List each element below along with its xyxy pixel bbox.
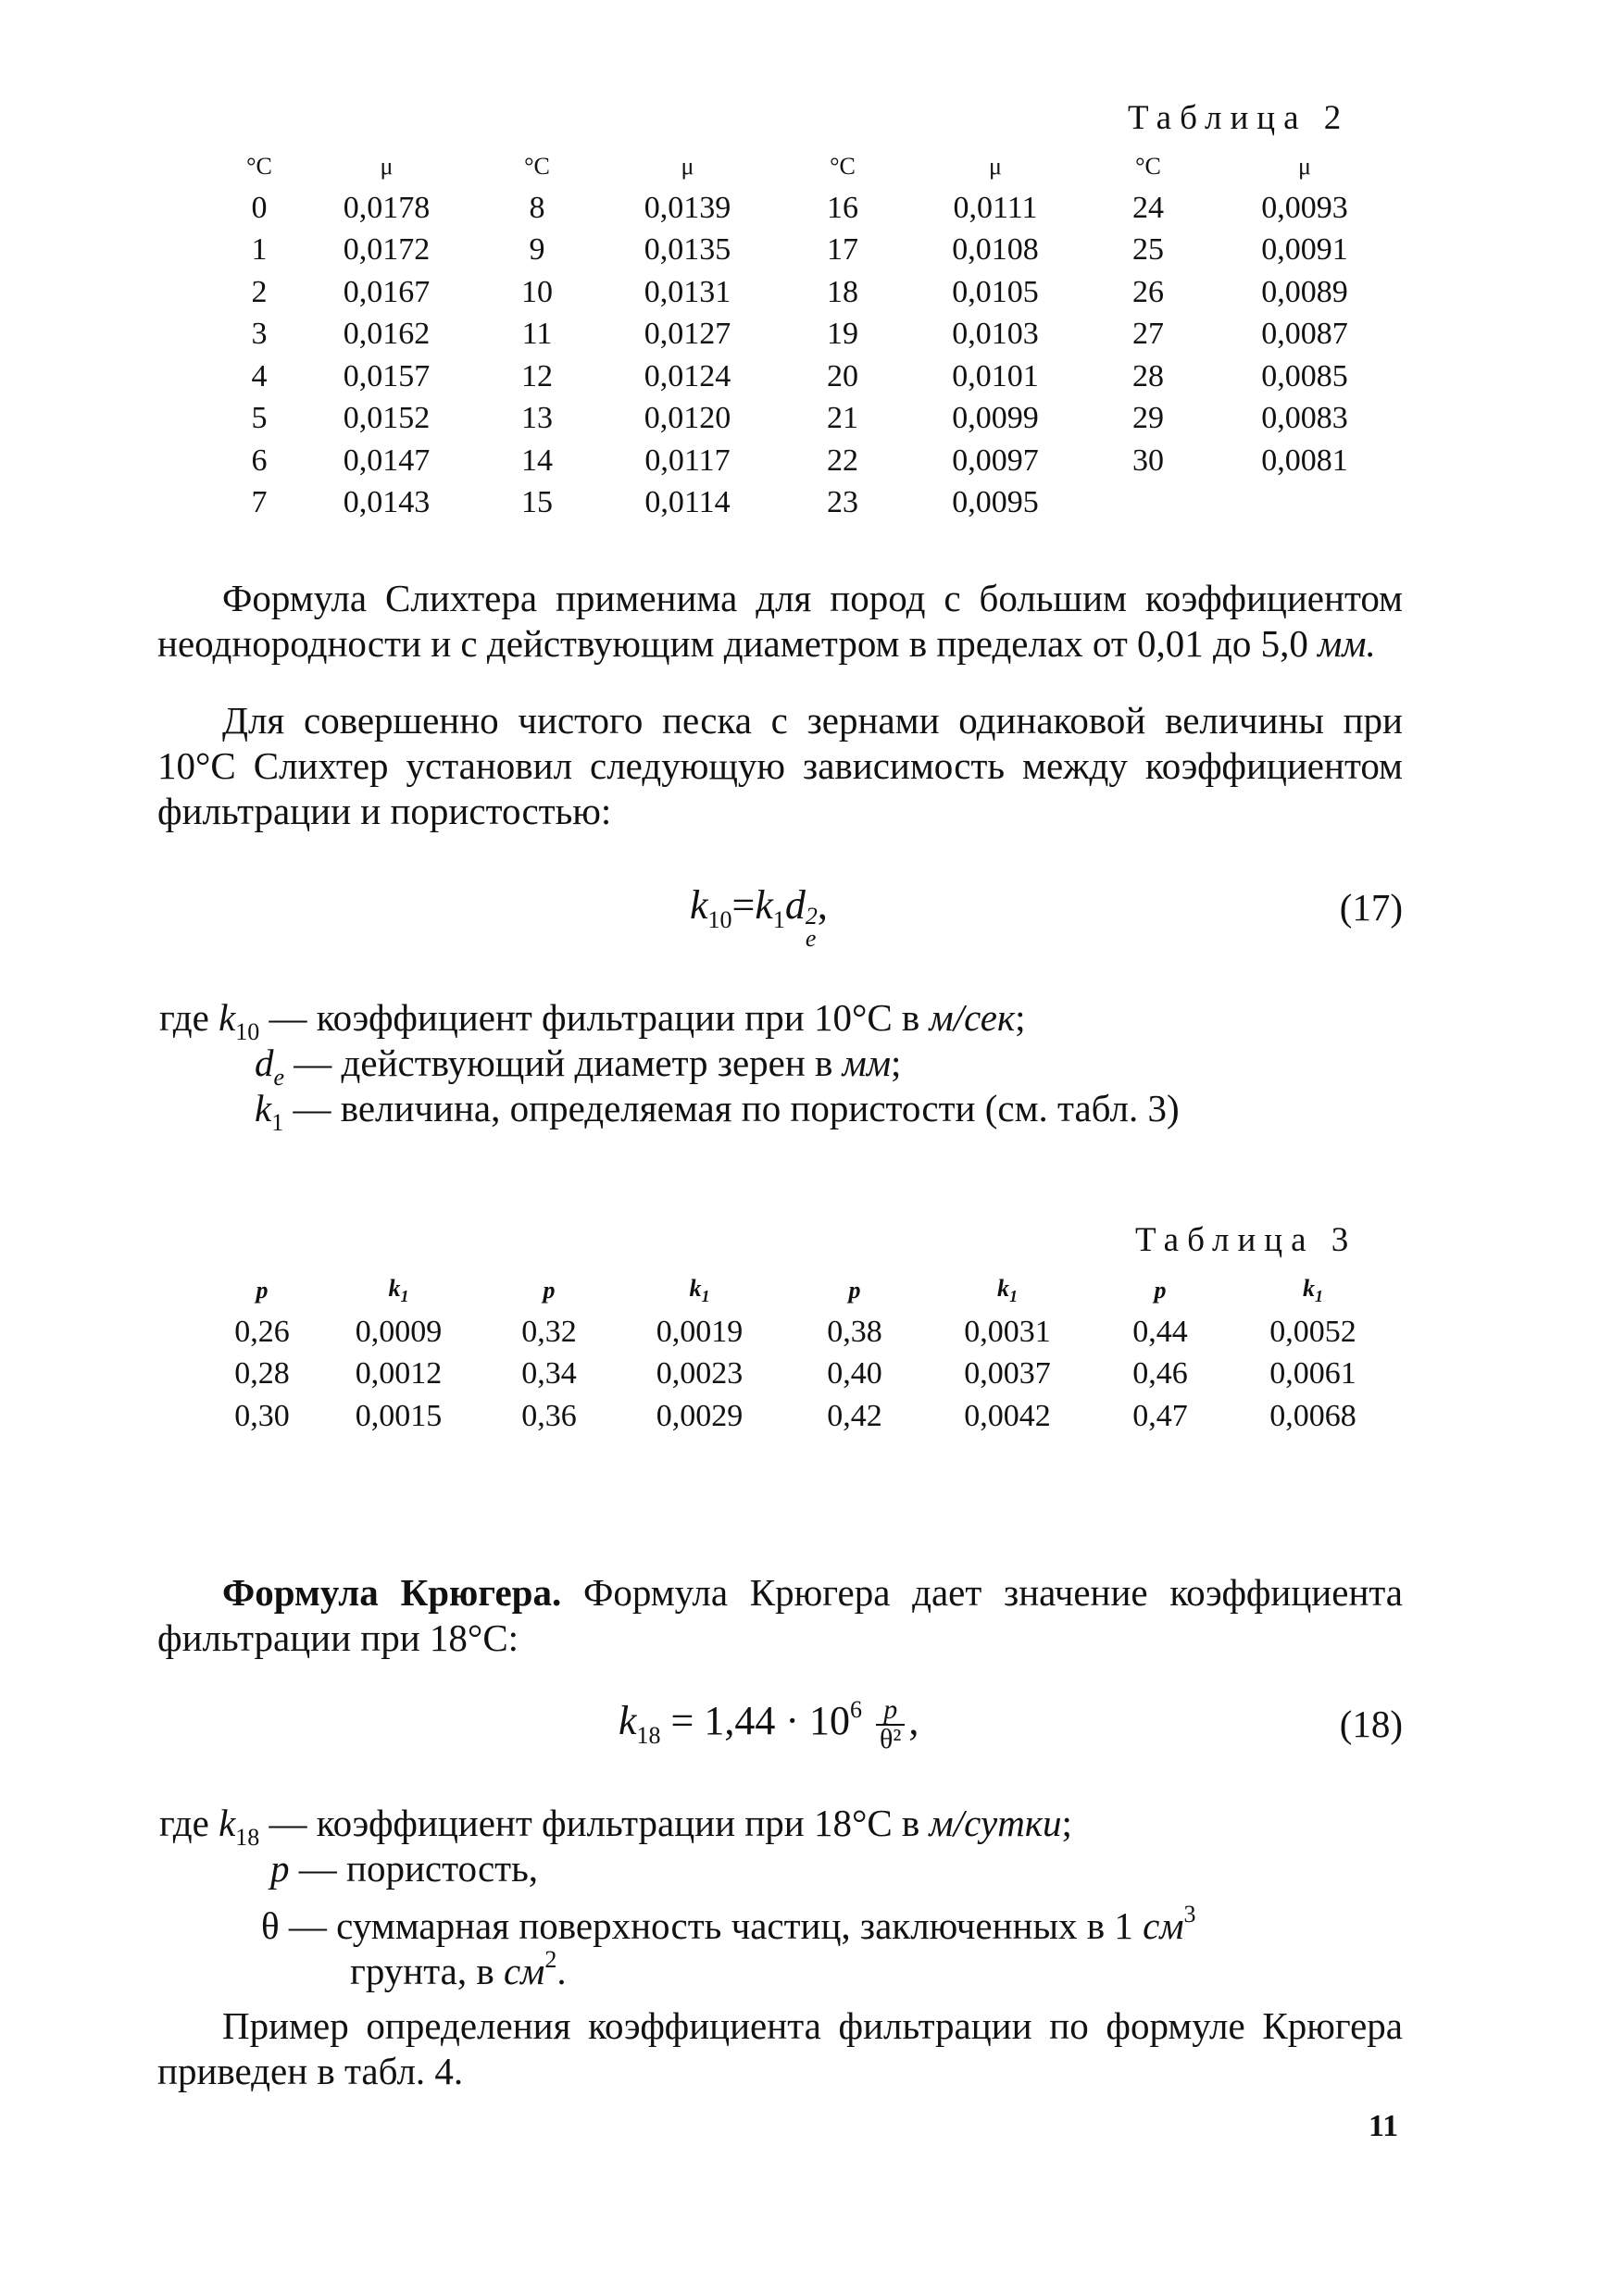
table-2-header-cell: °С <box>830 153 856 180</box>
formula-18-tail: , <box>908 1698 919 1744</box>
legend-17-k10-unit: м/сек <box>929 996 1016 1039</box>
legend-17-k10-symbol: k <box>219 996 236 1039</box>
table-2-cell: 0,0117 <box>644 443 731 478</box>
legend-18-p-text: — пористость, <box>298 1847 539 1890</box>
formula-17-number: (17) <box>1339 886 1403 929</box>
table-3-cell: 0,0029 <box>656 1398 744 1433</box>
table-2-cell: 0,0101 <box>952 358 1039 393</box>
formula-17-rhs2-sup: 2 <box>805 903 818 930</box>
formula-17-rhs1: k <box>755 882 773 928</box>
formula-18-exponent: 6 <box>850 1696 862 1724</box>
table-2-header-cell: °С <box>246 153 272 180</box>
legend-17-k1 <box>255 1086 1180 1145</box>
table-2-cell: 0,0089 <box>1261 274 1348 309</box>
legend-18-lead: где <box>159 1802 209 1844</box>
formula-17-eq: = <box>731 882 756 928</box>
legend-17-k1-symbol: k <box>255 1087 272 1129</box>
table-2-cell: 13 <box>521 401 553 436</box>
table-2-cell: 0,0120 <box>644 401 731 436</box>
table-2-cell: 14 <box>521 443 553 478</box>
table-2-cell: 0,0093 <box>1261 190 1348 225</box>
table-2-cell: 0,0085 <box>1261 358 1348 393</box>
legend-18-theta-unit2: см <box>503 1950 545 1992</box>
legend-18-theta-unit2-sup: 2 <box>544 1946 557 1973</box>
table-2-cell: 17 <box>827 232 858 268</box>
table-2 <box>218 146 1392 524</box>
legend-18-theta-end: . <box>556 1950 567 1992</box>
paragraph-kruger-formula <box>157 1570 1403 1661</box>
table-2-cell: 0,0114 <box>644 485 731 520</box>
table-2-cell: 29 <box>1132 401 1164 436</box>
formula-18-numerator: p <box>876 1696 905 1726</box>
table-2-header-cell: °С <box>524 153 550 180</box>
table-3-header-cell <box>924 1270 1091 1311</box>
table-3-cell: 0,0009 <box>355 1314 443 1349</box>
table-3-caption: Таблица 3 <box>1135 1221 1357 1259</box>
table-2-cell: 0,0147 <box>343 443 431 478</box>
table-3-header-row <box>211 1270 1396 1311</box>
table-2-header-cell: μ <box>989 153 1002 180</box>
paragraph-3-heading: Формула Крюгера. <box>222 1571 562 1614</box>
formula-17-lhs: k <box>690 882 708 928</box>
table-3-cell: 0,44 <box>1132 1314 1188 1349</box>
table-2-cell: 15 <box>521 485 553 520</box>
legend-18-theta-unit: см <box>1143 1904 1184 1947</box>
table-row <box>211 1395 1396 1438</box>
table-2-caption: Таблица 2 <box>1128 99 1350 137</box>
formula-18-denominator: θ² <box>880 1724 902 1754</box>
table-row <box>218 187 1392 230</box>
table-2-cell: 0 <box>251 190 268 225</box>
table-2-cell: 6 <box>251 443 268 478</box>
paragraph-kruger-example: Пример определения коэффициента фильтрации по формуле Крюгера приведен в табл. 4. <box>157 2004 1403 2092</box>
table-2-cell: 9 <box>529 232 545 268</box>
table-2-cell: 0,0083 <box>1261 401 1348 436</box>
table-2-cell: 22 <box>827 443 858 478</box>
table-2-cell: 24 <box>1132 190 1164 225</box>
table-3-cell: 0,0037 <box>964 1356 1051 1391</box>
legend-18-k18-end: ; <box>1061 1802 1072 1844</box>
formula-18-lhs-sub: 18 <box>636 1722 661 1750</box>
table-3-cell: 0,0068 <box>1269 1398 1356 1433</box>
legend-18-theta-text: — суммарная поверхность частиц, заключенных в 1 <box>288 1904 1133 1947</box>
table-2-cell <box>1218 482 1392 525</box>
table-3-header-cell <box>614 1270 785 1311</box>
paragraph-1-unit: мм. <box>1318 622 1376 665</box>
table-3-cell: 0,47 <box>1132 1398 1188 1433</box>
table-2-cell: 0,0087 <box>1261 317 1348 352</box>
table-2-cell: 0,0152 <box>343 401 431 436</box>
table-3-header-sub: 1 <box>701 1287 710 1305</box>
table-3-cell: 0,26 <box>234 1314 290 1349</box>
table-2-cell: 26 <box>1132 274 1164 309</box>
legend-18-k18-unit: м/сутки <box>929 1802 1062 1844</box>
table-3-cell: 0,30 <box>234 1398 290 1433</box>
table-row <box>211 1354 1396 1396</box>
table-2-cell: 20 <box>827 358 858 393</box>
table-3-cell: 0,34 <box>521 1356 577 1391</box>
table-3-cell: 0,28 <box>234 1356 290 1391</box>
table-2-cell: 0,0139 <box>644 190 731 225</box>
table-2-cell: 0,0157 <box>343 358 431 393</box>
table-3-cell: 0,42 <box>827 1398 882 1433</box>
table-2-cell: 25 <box>1132 232 1164 268</box>
formula-17-rhs2: d <box>784 882 806 928</box>
table-3-cell: 0,40 <box>827 1356 882 1391</box>
table-row <box>218 230 1392 272</box>
table-3-cell: 0,38 <box>827 1314 882 1349</box>
table-3-header-symbol: p <box>543 1277 556 1304</box>
table-row <box>218 398 1392 441</box>
table-2-cell: 18 <box>827 274 858 309</box>
table-3-header-cell <box>313 1270 484 1311</box>
table-2-cell: 0,0091 <box>1261 232 1348 268</box>
legend-18-theta-unit-sup: 3 <box>1183 1901 1196 1928</box>
legend-17-de-sub: e <box>273 1064 285 1091</box>
table-2-cell: 0,0105 <box>952 274 1039 309</box>
table-3-cell: 0,0052 <box>1269 1314 1356 1349</box>
table-2-cell: 11 <box>521 317 553 352</box>
formula-18-eq: = 1,44 · 10 <box>670 1698 850 1744</box>
table-2-cell: 0,0081 <box>1261 443 1348 478</box>
table-2-cell: 0,0127 <box>644 317 731 352</box>
table-3-header-sub: 1 <box>400 1287 409 1305</box>
legend-17-k1-sub: 1 <box>271 1109 284 1136</box>
table-3-header-symbol: p <box>256 1277 269 1304</box>
formula-17-rhs1-sub: 1 <box>772 906 785 933</box>
table-2-cell: 23 <box>827 485 858 520</box>
table-2-cell: 1 <box>251 232 268 268</box>
table-3-header-sub: 1 <box>1315 1287 1323 1305</box>
legend-17-k10-text: — коэффициент фильтрации при 10°С в <box>269 996 920 1039</box>
table-2-cell: 16 <box>827 190 858 225</box>
table-3-cell: 0,0015 <box>355 1398 443 1433</box>
table-2-cell: 27 <box>1132 317 1164 352</box>
paragraph-1-text: Формула Слихтера применима для пород с большим коэффициентом неоднородности и с действующим диаметром в пределах от 0,01 до 5,0 <box>157 577 1403 665</box>
table-3-header-symbol: k <box>997 1275 1009 1302</box>
formula-18-number: (18) <box>1339 1703 1403 1745</box>
legend-17-de-unit: мм <box>842 1042 891 1084</box>
table-3-cell: 0,36 <box>521 1398 577 1433</box>
table-2-cell: 0,0108 <box>952 232 1039 268</box>
table-3-cell: 0,0061 <box>1269 1356 1356 1391</box>
table-2-header-cell: °С <box>1135 153 1161 180</box>
table-3-cell: 0,46 <box>1132 1356 1188 1391</box>
table-row <box>218 356 1392 398</box>
table-3-header-symbol: p <box>1154 1277 1167 1304</box>
paragraph-3-text: Формула Крюгера дает значение коэффициента фильтрации при 18°С: <box>157 1571 1403 1659</box>
table-2-cell: 10 <box>521 274 553 309</box>
table-2-cell: 0,0178 <box>343 190 431 225</box>
table-2-cell: 12 <box>521 358 553 393</box>
table-3-cell: 0,0023 <box>656 1356 744 1391</box>
paragraph-slichter-applicability <box>157 576 1403 667</box>
table-2-cell: 28 <box>1132 358 1164 393</box>
table-2-cell: 0,0135 <box>644 232 731 268</box>
legend-18-theta-text2: грунта, в <box>350 1950 494 1992</box>
table-3-cell: 0,0031 <box>964 1314 1051 1349</box>
table-row <box>218 314 1392 356</box>
table-row <box>218 440 1392 482</box>
table-2-cell: 21 <box>827 401 858 436</box>
table-3-header-symbol: k <box>689 1275 702 1302</box>
table-3-header-sub: 1 <box>1009 1287 1018 1305</box>
legend-17-k1-text: — величина, определяемая по пористости (см. табл. 3) <box>293 1087 1180 1129</box>
table-2-cell: 0,0143 <box>343 485 431 520</box>
table-2-cell: 8 <box>529 190 545 225</box>
formula-17-tail: , <box>817 882 828 928</box>
table-2-cell: 0,0095 <box>952 485 1039 520</box>
formula-18 <box>619 1696 919 1753</box>
legend-17-k10-end: ; <box>1015 996 1026 1039</box>
table-2-cell <box>1079 482 1218 525</box>
table-3-header-cell <box>1230 1270 1396 1311</box>
table-2-cell: 0,0124 <box>644 358 731 393</box>
table-2-header-cell: μ <box>380 153 394 180</box>
page-number: 11 <box>1369 2109 1399 2143</box>
table-2-cell: 0,0172 <box>343 232 431 268</box>
table-3-header-symbol: k <box>1303 1275 1315 1302</box>
table-2-cell: 5 <box>251 401 268 436</box>
table-3-header-cell <box>785 1270 924 1311</box>
table-2-cell: 3 <box>251 317 268 352</box>
table-row <box>218 482 1392 525</box>
table-3-header-cell <box>484 1270 614 1311</box>
table-3 <box>211 1270 1396 1438</box>
table-3-header-cell <box>1091 1270 1230 1311</box>
legend-18-p <box>270 1846 538 1891</box>
table-3-header-cell <box>211 1270 313 1311</box>
table-2-cell: 0,0167 <box>343 274 431 309</box>
table-3-cell: 0,0012 <box>355 1356 443 1391</box>
table-2-header-row <box>218 146 1392 187</box>
table-3-cell: 0,0019 <box>656 1314 744 1349</box>
legend-17-de-text: — действующий диаметр зерен в <box>294 1042 833 1084</box>
table-3-header-symbol: p <box>848 1277 861 1304</box>
table-2-cell: 7 <box>251 485 268 520</box>
table-2-cell: 0,0103 <box>952 317 1039 352</box>
legend-18-k18-symbol: k <box>219 1802 236 1844</box>
table-2-cell: 19 <box>827 317 858 352</box>
table-2-cell: 0,0111 <box>953 190 1038 225</box>
legend-17-lead: где <box>159 996 209 1039</box>
formula-17 <box>690 881 828 950</box>
legend-18-theta-cont <box>350 1937 567 1994</box>
formula-18-lhs: k <box>619 1698 637 1744</box>
table-2-cell: 0,0099 <box>952 401 1039 436</box>
table-2-cell: 0,0131 <box>644 274 731 309</box>
table-2-header-cell: μ <box>1298 153 1311 180</box>
legend-18-k18-sub: 18 <box>235 1824 260 1851</box>
legend-18-k18-text: — коэффициент фильтрации при 18°С в <box>269 1802 920 1844</box>
legend-18-p-symbol: p <box>270 1847 290 1890</box>
table-2-cell: 0,0097 <box>952 443 1039 478</box>
table-3-cell: 0,0042 <box>964 1398 1051 1433</box>
table-row <box>211 1311 1396 1354</box>
formula-17-rhs2-sub: e <box>805 925 817 952</box>
table-2-header-cell: μ <box>681 153 694 180</box>
legend-17-k10-sub: 10 <box>235 1018 260 1045</box>
paragraph-slichter-sand: Для совершенно чистого песка с зернами одинаковой величины при 10°С Слихтер установил следующую зависимость между коэффициентом фильтрации и пористостью: <box>157 699 1403 832</box>
legend-17-de-symbol: d <box>255 1042 274 1084</box>
table-3-header-symbol: k <box>388 1275 401 1302</box>
table-2-cell: 0,0162 <box>343 317 431 352</box>
formula-18-fraction <box>876 1696 905 1753</box>
formula-17-lhs-sub: 10 <box>707 906 732 933</box>
legend-17-de-end: ; <box>891 1042 902 1084</box>
table-2-cell: 2 <box>251 274 268 309</box>
table-3-cell: 0,32 <box>521 1314 577 1349</box>
legend-18-theta-symbol: θ <box>261 1904 280 1947</box>
table-row <box>218 271 1392 314</box>
table-2-cell: 4 <box>251 358 268 393</box>
table-2-cell: 30 <box>1132 443 1164 478</box>
